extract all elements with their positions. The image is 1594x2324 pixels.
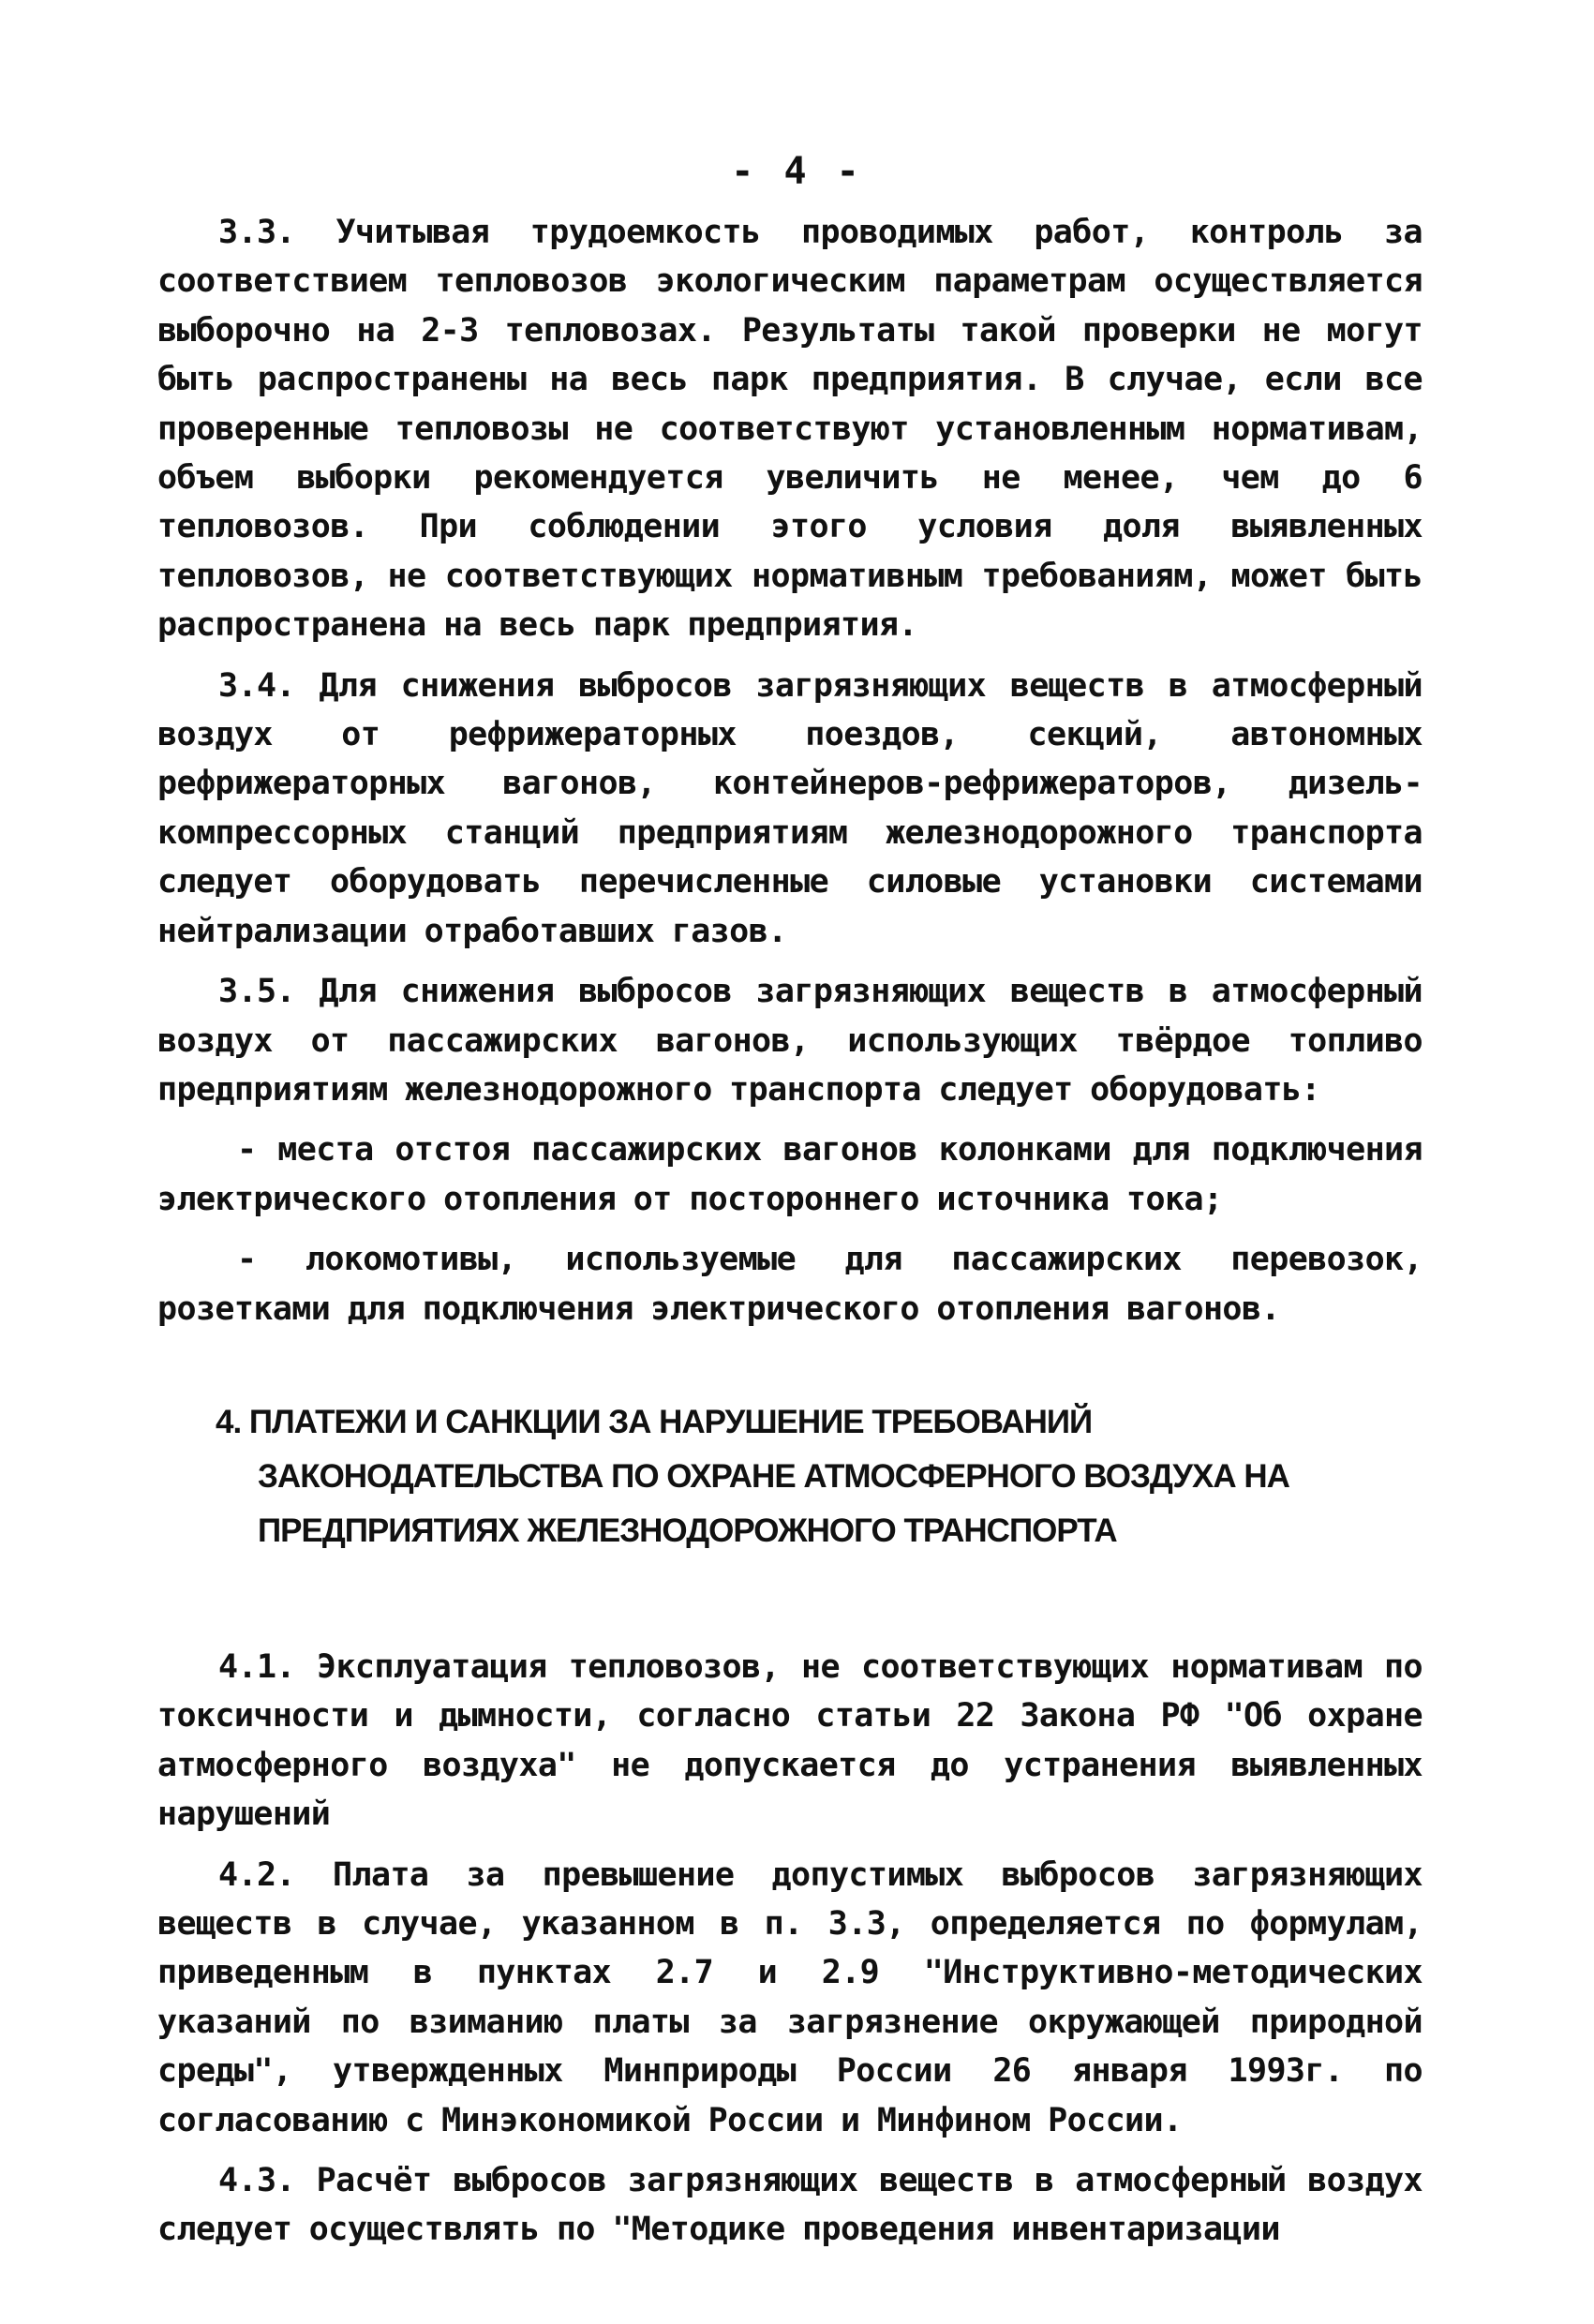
list-item-locomotives: - локомотивы, используемые для пассажирских перевозок, розетками для подключения электрического отопления вагонов. <box>157 1241 1423 1328</box>
list-item-parking-places: - места отстоя пассажирских вагонов колонками для подключения электрического отопления от постороннего источника тока; <box>157 1131 1423 1218</box>
page-number: - 4 - <box>731 150 863 193</box>
paragraph-4-2: 4.2. Плата за превышение допустимых выбросов загрязняющих веществ в случае, указанном в п. 3.3, определяется по формулам, приведенным в пунктах 2.7 и 2.9 "Инструктивно-методических указаний по взиманию платы за загрязнение окружающей природной среды", утвержденных Минприроды России 26 января 1993г. по согласованию с Минэкономикой России и Минфином России. <box>157 1855 1423 2139</box>
document-body <box>157 208 1423 2266</box>
paragraph-3-5: 3.5. Для снижения выбросов загрязняющих веществ в атмосферный воздух от пассажирских вагонов, использующих твёрдое топливо предприятиям железнодорожного транспорта следует оборудовать: <box>157 973 1423 1109</box>
paragraph-3-4: 3.4. Для снижения выбросов загрязняющих веществ в атмосферный воздух от рефрижераторных поездов, секций, автономных рефрижераторных вагонов, контейнеров-рефрижераторов, дизель-компрессорных станций предприятиям железнодорожного транспорта следует оборудовать перечисленные силовые установки системами нейтрализации отработавших газов. <box>157 666 1423 950</box>
paragraph-4-3: 4.3. Расчёт выбросов загрязняющих веществ в атмосферный воздух следует осуществлять по "Методике проведения инвентаризации <box>157 2162 1423 2249</box>
paragraph-3-3: 3.3. Учитывая трудоемкость проводимых работ, контроль за соответствием тепловозов экологическим параметрам осуществляется выборочно на 2-3 тепловозах. Результаты такой проверки не могут быть распространены на весь парк предприятия. В случае, если все проверенные тепловозы не соответствуют установленным нормативам, объем выборки рекомендуется увеличить не менее, чем до 6 тепловозов. При соблюдении этого условия доля выявленных тепловозов, не соответствующих нормативным требованиям, может быть распространена на весь парк предприятия. <box>157 214 1423 645</box>
paragraph-4-1: 4.1. Эксплуатация тепловозов, не соответствующих нормативам по токсичности и дымности, согласно статьи 22 Закона РФ "Об охране атмосферного воздуха" не допускается до устранения выявленных нарушений <box>157 1647 1423 1834</box>
section-4-heading: 4. ПЛАТЕЖИ И САНКЦИИ ЗА НАРУШЕНИЕ ТРЕБОВАНИЙ ЗАКОНОДАТЕЛЬСТВА ПО ОХРАНЕ АТМОСФЕРНОГО ВОЗДУХА НА ПРЕДПРИЯТИЯХ ЖЕЛЕЗНОДОРОЖНОГО ТРАНСПОРТА <box>216 1403 1289 1549</box>
